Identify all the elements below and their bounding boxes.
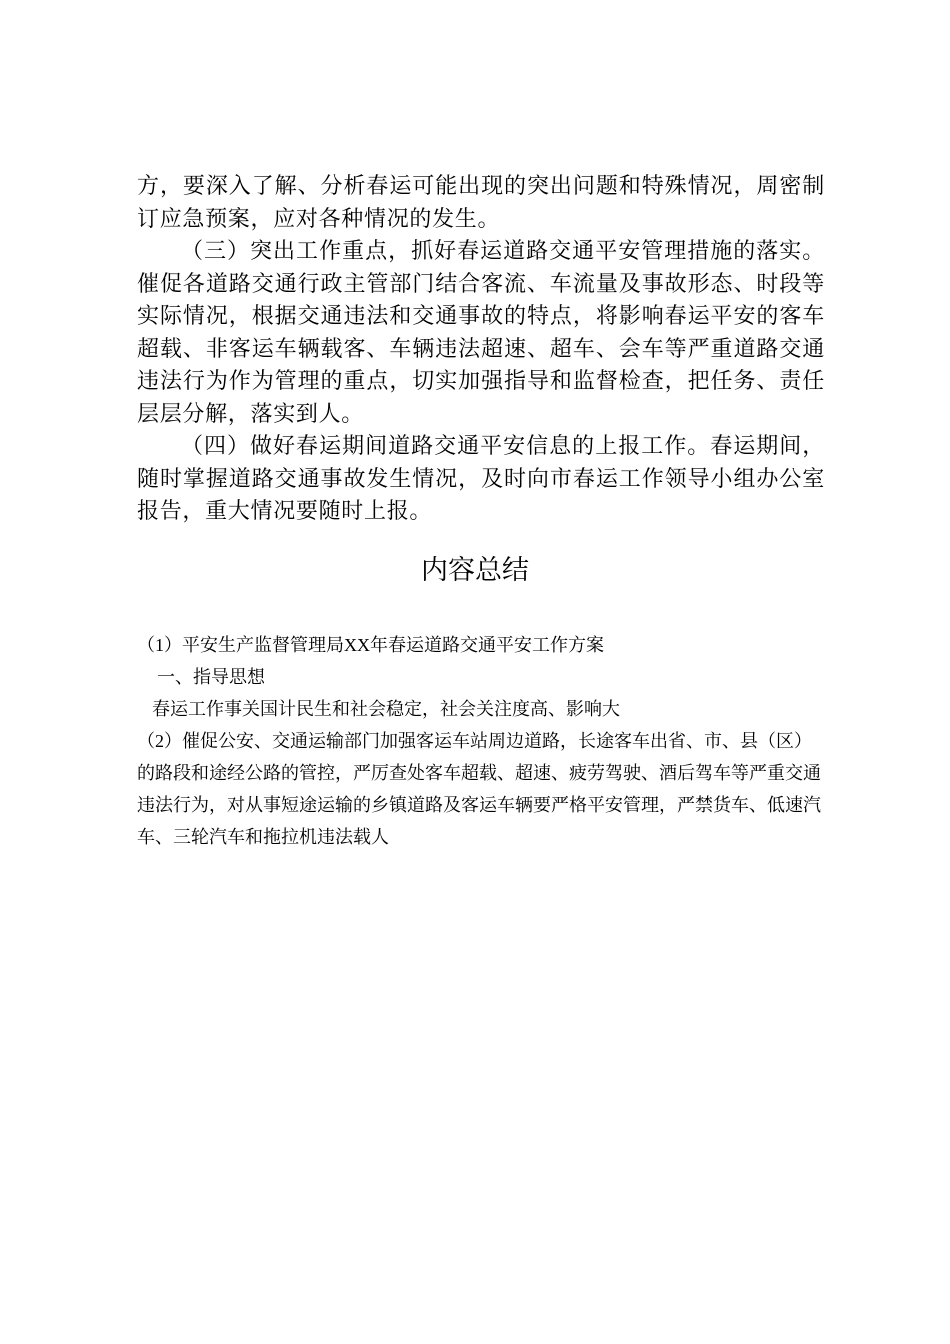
summary-line-3: 春运工作事关国计民生和社会稳定，社会关注度高、影响大 bbox=[152, 699, 620, 719]
paragraph-section-3: （三）突出工作重点，抓好春运道路交通平安管理措施的落实。催促各道路交通行政主管部门结合客流、车流量及事故形态、时段等实际情况，根据交通违法和交通事故的特点，将影响春运平安的客车超载、非客运车辆载客、车辆违法超速、超车、会车等严重道路交通违法行为作为管理的重点，切实加强指导和监督检查，把任务、责任层层分解，落实到人。 bbox=[137, 239, 825, 427]
summary-section bbox=[137, 629, 827, 853]
summary-line-2: 一、指导思想 bbox=[157, 667, 265, 687]
summary-line-4: （2）催促公安、交通运输部门加强客运车站周边道路，长途客车出省、市、县（区）的路段和途经公路的管控，严厉查处客车超载、超速、疲劳驾驶、酒后驾车等严重交通违法行为，对从事短途运输的乡镇道路及客运车辆要严格平安管理，严禁货车、低速汽车、三轮汽车和拖拉机违法载人 bbox=[137, 731, 821, 847]
body-text bbox=[137, 171, 825, 529]
paragraph-section-4: （四）做好春运期间道路交通平安信息的上报工作。春运期间，随时掌握道路交通事故发生情况，及时向市春运工作领导小组办公室报告，重大情况要随时上报。 bbox=[137, 434, 825, 524]
summary-heading: 内容总结 bbox=[421, 555, 529, 585]
summary-line-1: （1）平安生产监督管理局XX年春运道路交通平安工作方案 bbox=[137, 635, 604, 655]
paragraph-continuation: 方，要深入了解、分析春运可能出现的突出问题和特殊情况，周密制订应急预案，应对各种情况的发生。 bbox=[137, 174, 825, 232]
